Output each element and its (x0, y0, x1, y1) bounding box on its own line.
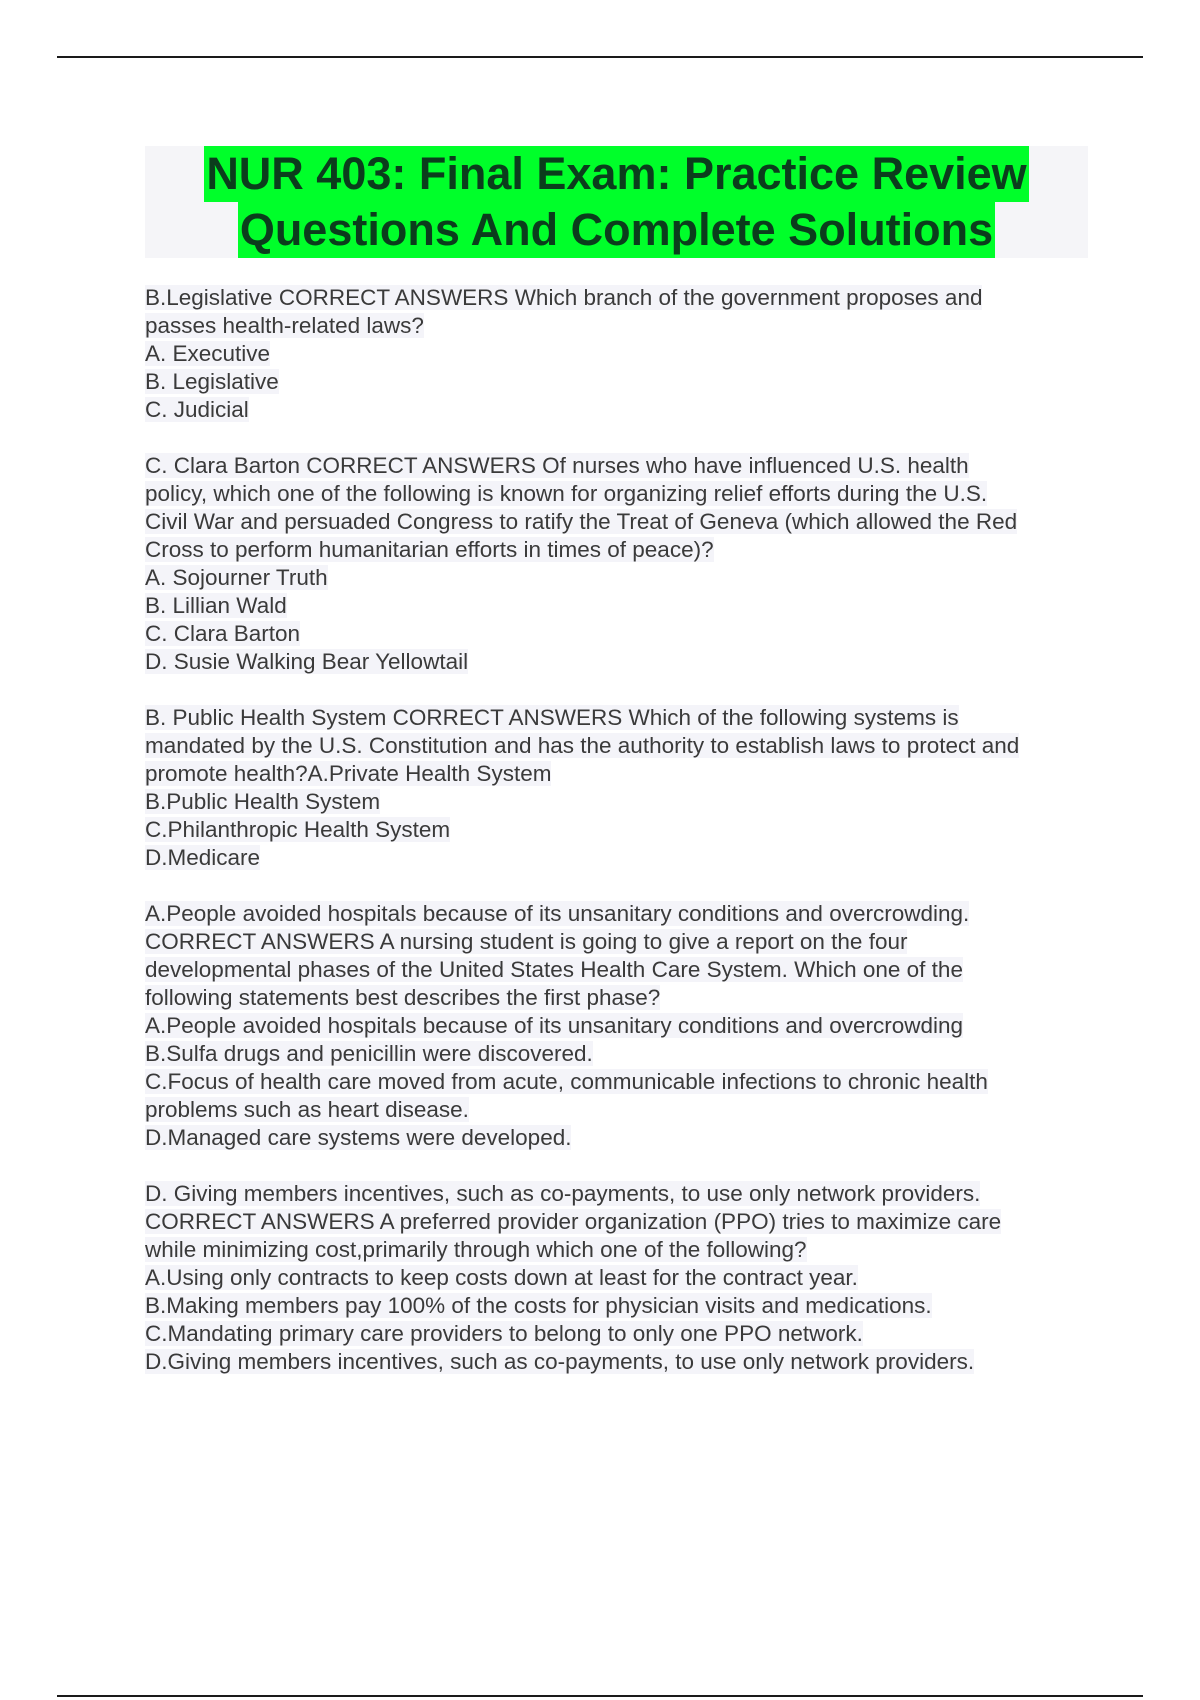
title-line-1: NUR 403: Final Exam: Practice Review (204, 146, 1028, 202)
qa-line (145, 984, 1090, 1012)
qa-line (145, 592, 1090, 620)
qa-line (145, 1264, 1090, 1292)
qa-line (145, 368, 1090, 396)
qa-line-text: while minimizing cost,primarily through which one of the following? (145, 1237, 807, 1262)
bottom-rule (57, 1695, 1143, 1697)
top-rule (57, 56, 1143, 58)
question-list (145, 284, 1090, 1404)
qa-item (145, 900, 1090, 1152)
qa-line-text: B. Public Health System CORRECT ANSWERS Which of the following systems is (145, 705, 959, 730)
qa-line-text: D. Giving members incentives, such as co-payments, to use only network providers. (145, 1181, 981, 1206)
qa-line (145, 1040, 1090, 1068)
qa-line (145, 760, 1090, 788)
qa-line (145, 704, 1090, 732)
qa-line (145, 732, 1090, 760)
qa-line (145, 508, 1090, 536)
qa-line (145, 1320, 1090, 1348)
qa-line (145, 1348, 1090, 1376)
qa-line (145, 1208, 1090, 1236)
qa-line (145, 1124, 1090, 1152)
qa-line-text: A. Executive (145, 341, 271, 366)
qa-line (145, 844, 1090, 872)
qa-line-text: C.Philanthropic Health System (145, 817, 451, 842)
qa-line (145, 284, 1090, 312)
qa-line-text: C. Clara Barton (145, 621, 301, 646)
qa-line-text: D.Giving members incentives, such as co-payments, to use only network providers. (145, 1349, 975, 1374)
qa-line (145, 452, 1090, 480)
qa-line-text: D.Managed care systems were developed. (145, 1125, 572, 1150)
qa-line-text: CORRECT ANSWERS A preferred provider organization (PPO) tries to maximize care (145, 1209, 1002, 1234)
qa-item (145, 704, 1090, 872)
qa-line-text: B.Legislative CORRECT ANSWERS Which branch of the government proposes and (145, 285, 983, 310)
qa-line (145, 1236, 1090, 1264)
qa-line (145, 536, 1090, 564)
qa-item (145, 1180, 1090, 1376)
qa-line (145, 620, 1090, 648)
qa-line (145, 480, 1090, 508)
qa-line (145, 788, 1090, 816)
qa-line-text: B.Sulfa drugs and penicillin were discovered. (145, 1041, 593, 1066)
qa-line (145, 340, 1090, 368)
qa-line-text: Cross to perform humanitarian efforts in times of peace)? (145, 537, 714, 562)
qa-line-text: Civil War and persuaded Congress to ratify the Treat of Geneva (which allowed the Red (145, 509, 1018, 534)
qa-line-text: developmental phases of the United States Health Care System. Which one of the (145, 957, 963, 982)
qa-line (145, 1068, 1090, 1096)
qa-line-text: C. Clara Barton CORRECT ANSWERS Of nurses who have influenced U.S. health (145, 453, 969, 478)
qa-line-text: following statements best describes the first phase? (145, 985, 661, 1010)
qa-line (145, 396, 1090, 424)
qa-line (145, 648, 1090, 676)
qa-line-text: B.Making members pay 100% of the costs for physician visits and medications. (145, 1293, 932, 1318)
qa-line (145, 1180, 1090, 1208)
qa-line-text: A.People avoided hospitals because of its unsanitary conditions and overcrowding (145, 1013, 964, 1038)
qa-line-text: mandated by the U.S. Constitution and has the authority to establish laws to protect and (145, 733, 1020, 758)
qa-line-text: A. Sojourner Truth (145, 565, 328, 590)
qa-line-text: A.People avoided hospitals because of its unsanitary conditions and overcrowding. (145, 901, 970, 926)
qa-line (145, 1012, 1090, 1040)
qa-line-text: D. Susie Walking Bear Yellowtail (145, 649, 469, 674)
qa-line-text: promote health?A.Private Health System (145, 761, 552, 786)
qa-line (145, 312, 1090, 340)
qa-line-text: D.Medicare (145, 845, 261, 870)
qa-line-text: C.Focus of health care moved from acute, communicable infections to chronic health (145, 1069, 988, 1094)
document-title (145, 146, 1088, 258)
qa-line (145, 1292, 1090, 1320)
qa-line (145, 564, 1090, 592)
qa-line-text: B. Lillian Wald (145, 593, 287, 618)
title-line-2: Questions And Complete Solutions (238, 202, 995, 258)
qa-item (145, 452, 1090, 676)
qa-line (145, 956, 1090, 984)
qa-line-text: B.Public Health System (145, 789, 381, 814)
qa-line-text: problems such as heart disease. (145, 1097, 469, 1122)
qa-line (145, 900, 1090, 928)
qa-line-text: C.Mandating primary care providers to belong to only one PPO network. (145, 1321, 863, 1346)
qa-line (145, 1096, 1090, 1124)
qa-line (145, 816, 1090, 844)
qa-item (145, 284, 1090, 424)
qa-line (145, 928, 1090, 956)
qa-line-text: A.Using only contracts to keep costs down at least for the contract year. (145, 1265, 858, 1290)
qa-line-text: CORRECT ANSWERS A nursing student is going to give a report on the four (145, 929, 908, 954)
qa-line-text: policy, which one of the following is known for organizing relief efforts during the U.S. (145, 481, 988, 506)
qa-line-text: C. Judicial (145, 397, 249, 422)
qa-line-text: B. Legislative (145, 369, 279, 394)
qa-line-text: passes health-related laws? (145, 313, 424, 338)
